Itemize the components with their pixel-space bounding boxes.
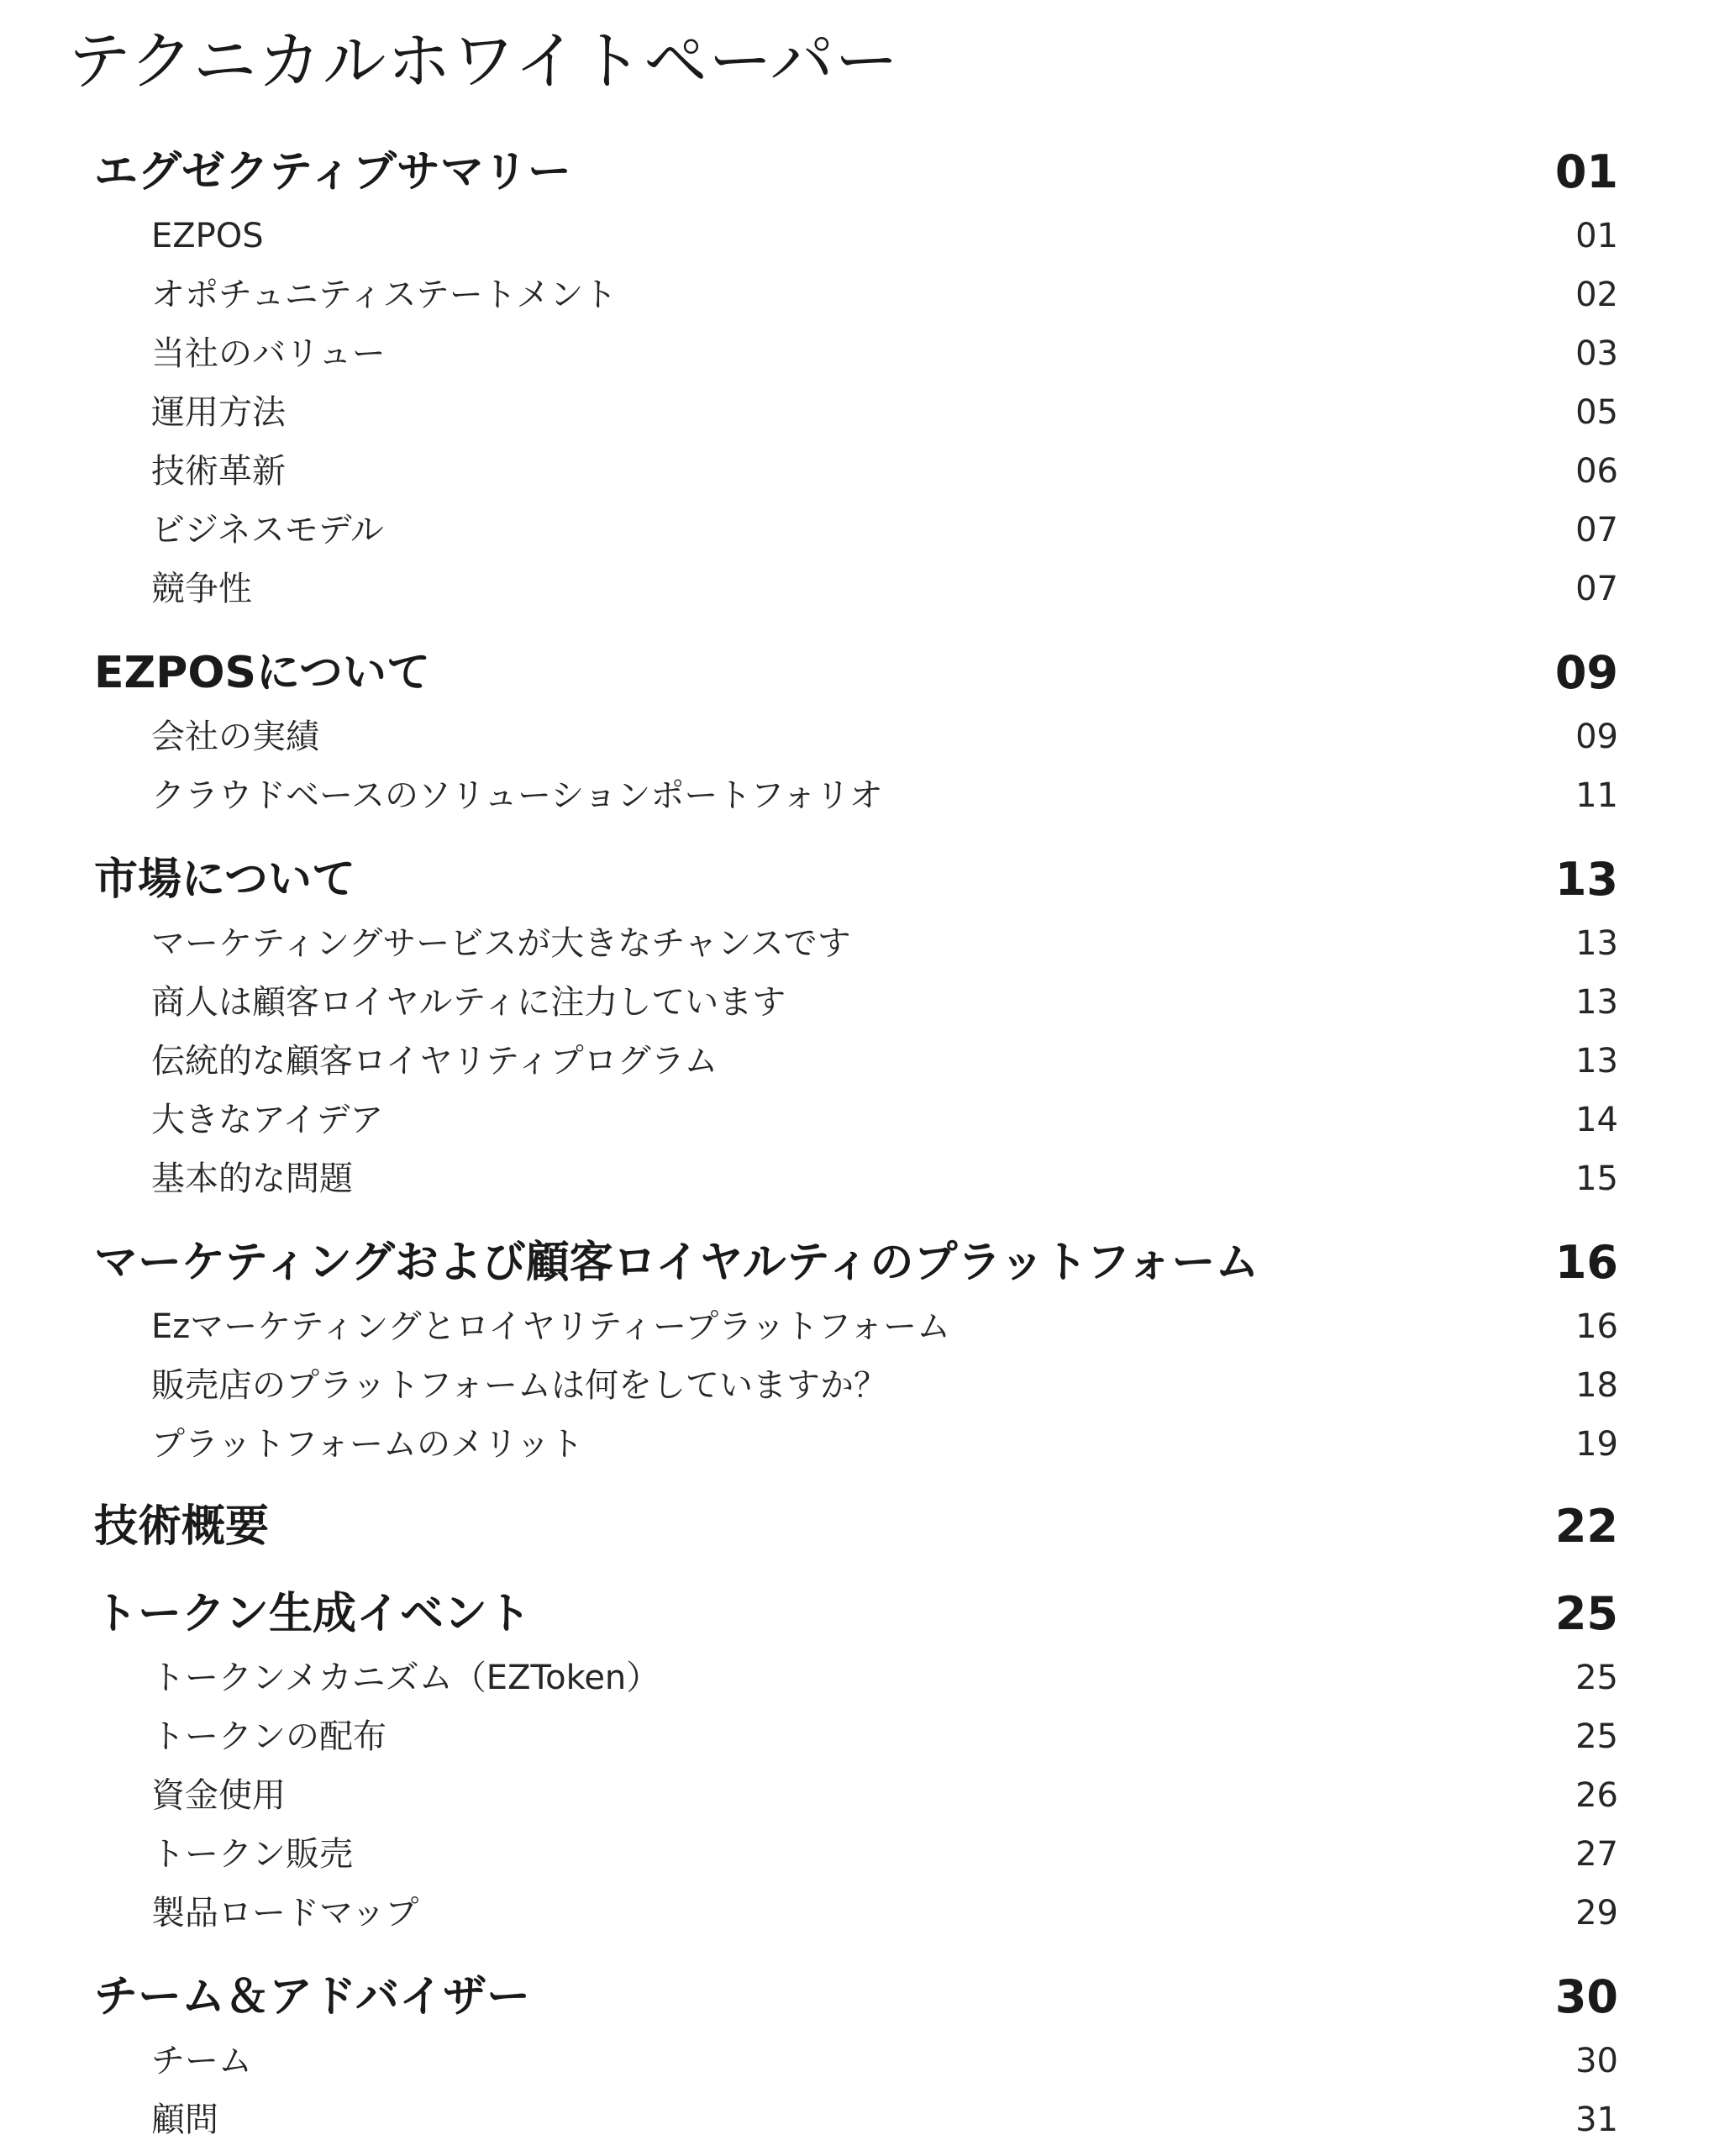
toc-item-label: ビジネスモデル: [151, 511, 384, 550]
toc-section-marketing-platform[interactable]: [0, 1225, 1714, 1301]
toc-section-token-event[interactable]: [0, 1576, 1714, 1652]
toc-item[interactable]: [0, 1649, 1714, 1707]
toc-item-page: 14: [1575, 1101, 1618, 1139]
toc-item-label: プラットフォームのメリット: [151, 1425, 584, 1464]
toc-item-label: 技術革新: [151, 452, 286, 491]
toc-section-page: 30: [1554, 1970, 1618, 2023]
toc-section-market[interactable]: [0, 842, 1714, 918]
toc-section-label: 技術概要: [94, 1501, 270, 1552]
toc-item-label: オポチュニティステートメント: [151, 276, 618, 314]
toc-item-label: 当社のバリュー: [151, 334, 386, 373]
toc-item[interactable]: [0, 1884, 1714, 1943]
toc-section-label: チーム＆アドバイザー: [94, 1972, 530, 2022]
toc-item[interactable]: [0, 973, 1714, 1032]
toc-item-label: 製品ロードマップ: [151, 1894, 419, 1933]
toc-item[interactable]: [0, 1707, 1714, 1766]
toc-item-label: 大きなアイデア: [151, 1101, 384, 1139]
toc-section-executive-summary[interactable]: [0, 134, 1714, 210]
toc-item-page: 09: [1575, 718, 1618, 756]
toc-item-page: 15: [1575, 1160, 1618, 1198]
toc-item-page: 27: [1575, 1835, 1618, 1874]
toc-item-page: 11: [1575, 776, 1618, 815]
toc-item-label: 資金使用: [151, 1776, 286, 1815]
toc-item[interactable]: [0, 1032, 1714, 1091]
toc-item-page: 25: [1575, 1659, 1618, 1697]
toc-item-label: 競争性: [151, 570, 252, 608]
toc-item-label: トークンの配布: [151, 1717, 386, 1756]
toc-item-page: 16: [1575, 1307, 1618, 1346]
toc-section-about-ezpos[interactable]: [0, 635, 1714, 711]
toc-section-page: 22: [1554, 1500, 1618, 1553]
toc-item-page: 05: [1575, 393, 1618, 432]
toc-item[interactable]: [0, 1297, 1714, 1356]
toc-item[interactable]: [0, 2032, 1714, 2090]
toc-item-label: 伝統的な顧客ロイヤリティプログラム: [151, 1042, 718, 1081]
toc-item[interactable]: [0, 1356, 1714, 1415]
toc-item[interactable]: [0, 266, 1714, 324]
toc-section-tech-overview[interactable]: [0, 1489, 1714, 1564]
toc-item[interactable]: [0, 1766, 1714, 1825]
toc-item[interactable]: [0, 707, 1714, 766]
toc-item-label: 商人は顧客ロイヤルティに注力しています: [151, 983, 786, 1022]
toc-item[interactable]: [0, 501, 1714, 560]
toc-item-page: 31: [1575, 2101, 1618, 2139]
toc-item-label: チーム: [151, 2042, 252, 2080]
toc-item-label: トークン販売: [151, 1835, 353, 1874]
toc-item[interactable]: [0, 1149, 1714, 1208]
toc-item[interactable]: [0, 383, 1714, 442]
toc-item[interactable]: [0, 914, 1714, 973]
toc-item-page: 29: [1575, 1894, 1618, 1933]
toc-item-label: 販売店のプラットフォームは何をしていますか？: [151, 1366, 887, 1405]
toc-item[interactable]: [0, 766, 1714, 825]
toc-item-page: 13: [1575, 983, 1618, 1022]
toc-item[interactable]: [0, 1825, 1714, 1884]
toc-item[interactable]: [0, 1091, 1714, 1149]
toc-item[interactable]: [0, 442, 1714, 501]
toc-section-label: 市場について: [94, 855, 355, 905]
toc-section-label: エグゼクティブサマリー: [94, 147, 571, 197]
toc-item-label: 会社の実績: [151, 718, 319, 756]
toc-item-page: 01: [1575, 217, 1618, 255]
toc-item-page: 02: [1575, 276, 1618, 314]
toc-item-page: 25: [1575, 1717, 1618, 1756]
toc-item[interactable]: [0, 207, 1714, 266]
toc-item-page: 07: [1575, 511, 1618, 550]
toc-section-team-advisors[interactable]: [0, 1959, 1714, 2035]
toc-item-page: 06: [1575, 452, 1618, 491]
toc-section-page: 09: [1554, 646, 1618, 699]
toc-section-page: 16: [1554, 1236, 1618, 1289]
document-title: テクニカルホワイトペーパー: [67, 24, 900, 98]
toc-section-page: 01: [1554, 145, 1618, 198]
toc-item-label: トークンメカニズム（EZToken）: [151, 1659, 660, 1697]
toc-section-page: 25: [1554, 1587, 1618, 1640]
toc-item-label: マーケティングサービスが大きなチャンスです: [151, 924, 851, 963]
toc-item-page: 26: [1575, 1776, 1618, 1815]
toc-item-page: 13: [1575, 924, 1618, 963]
toc-item-page: 07: [1575, 570, 1618, 608]
toc-item-page: 30: [1575, 2042, 1618, 2080]
toc-item[interactable]: [0, 1415, 1714, 1474]
toc-item[interactable]: [0, 324, 1714, 383]
toc-item[interactable]: [0, 2090, 1714, 2149]
toc-item-label: 基本的な問題: [151, 1160, 353, 1198]
toc-item-page: 18: [1575, 1366, 1618, 1405]
toc-section-label: マーケティングおよび顧客ロイヤルティのプラットフォーム: [94, 1238, 1259, 1288]
toc-item-page: 03: [1575, 334, 1618, 373]
toc-item-label: クラウドベースのソリューションポートフォリオ: [151, 776, 883, 815]
toc-item-label: 運用方法: [151, 393, 286, 432]
toc-section-page: 13: [1554, 853, 1618, 906]
toc-section-label: EZPOSについて: [94, 648, 430, 698]
toc-section-label: トークン生成イベント: [94, 1589, 532, 1639]
toc-item-label: EZPOS: [151, 217, 264, 255]
toc-item-page: 13: [1575, 1042, 1618, 1081]
toc-item[interactable]: [0, 560, 1714, 618]
toc-item-page: 19: [1575, 1425, 1618, 1464]
toc-item-label: Ezマーケティングとロイヤリティープラットフォーム: [151, 1307, 951, 1346]
toc-item-label: 顧問: [151, 2101, 218, 2139]
